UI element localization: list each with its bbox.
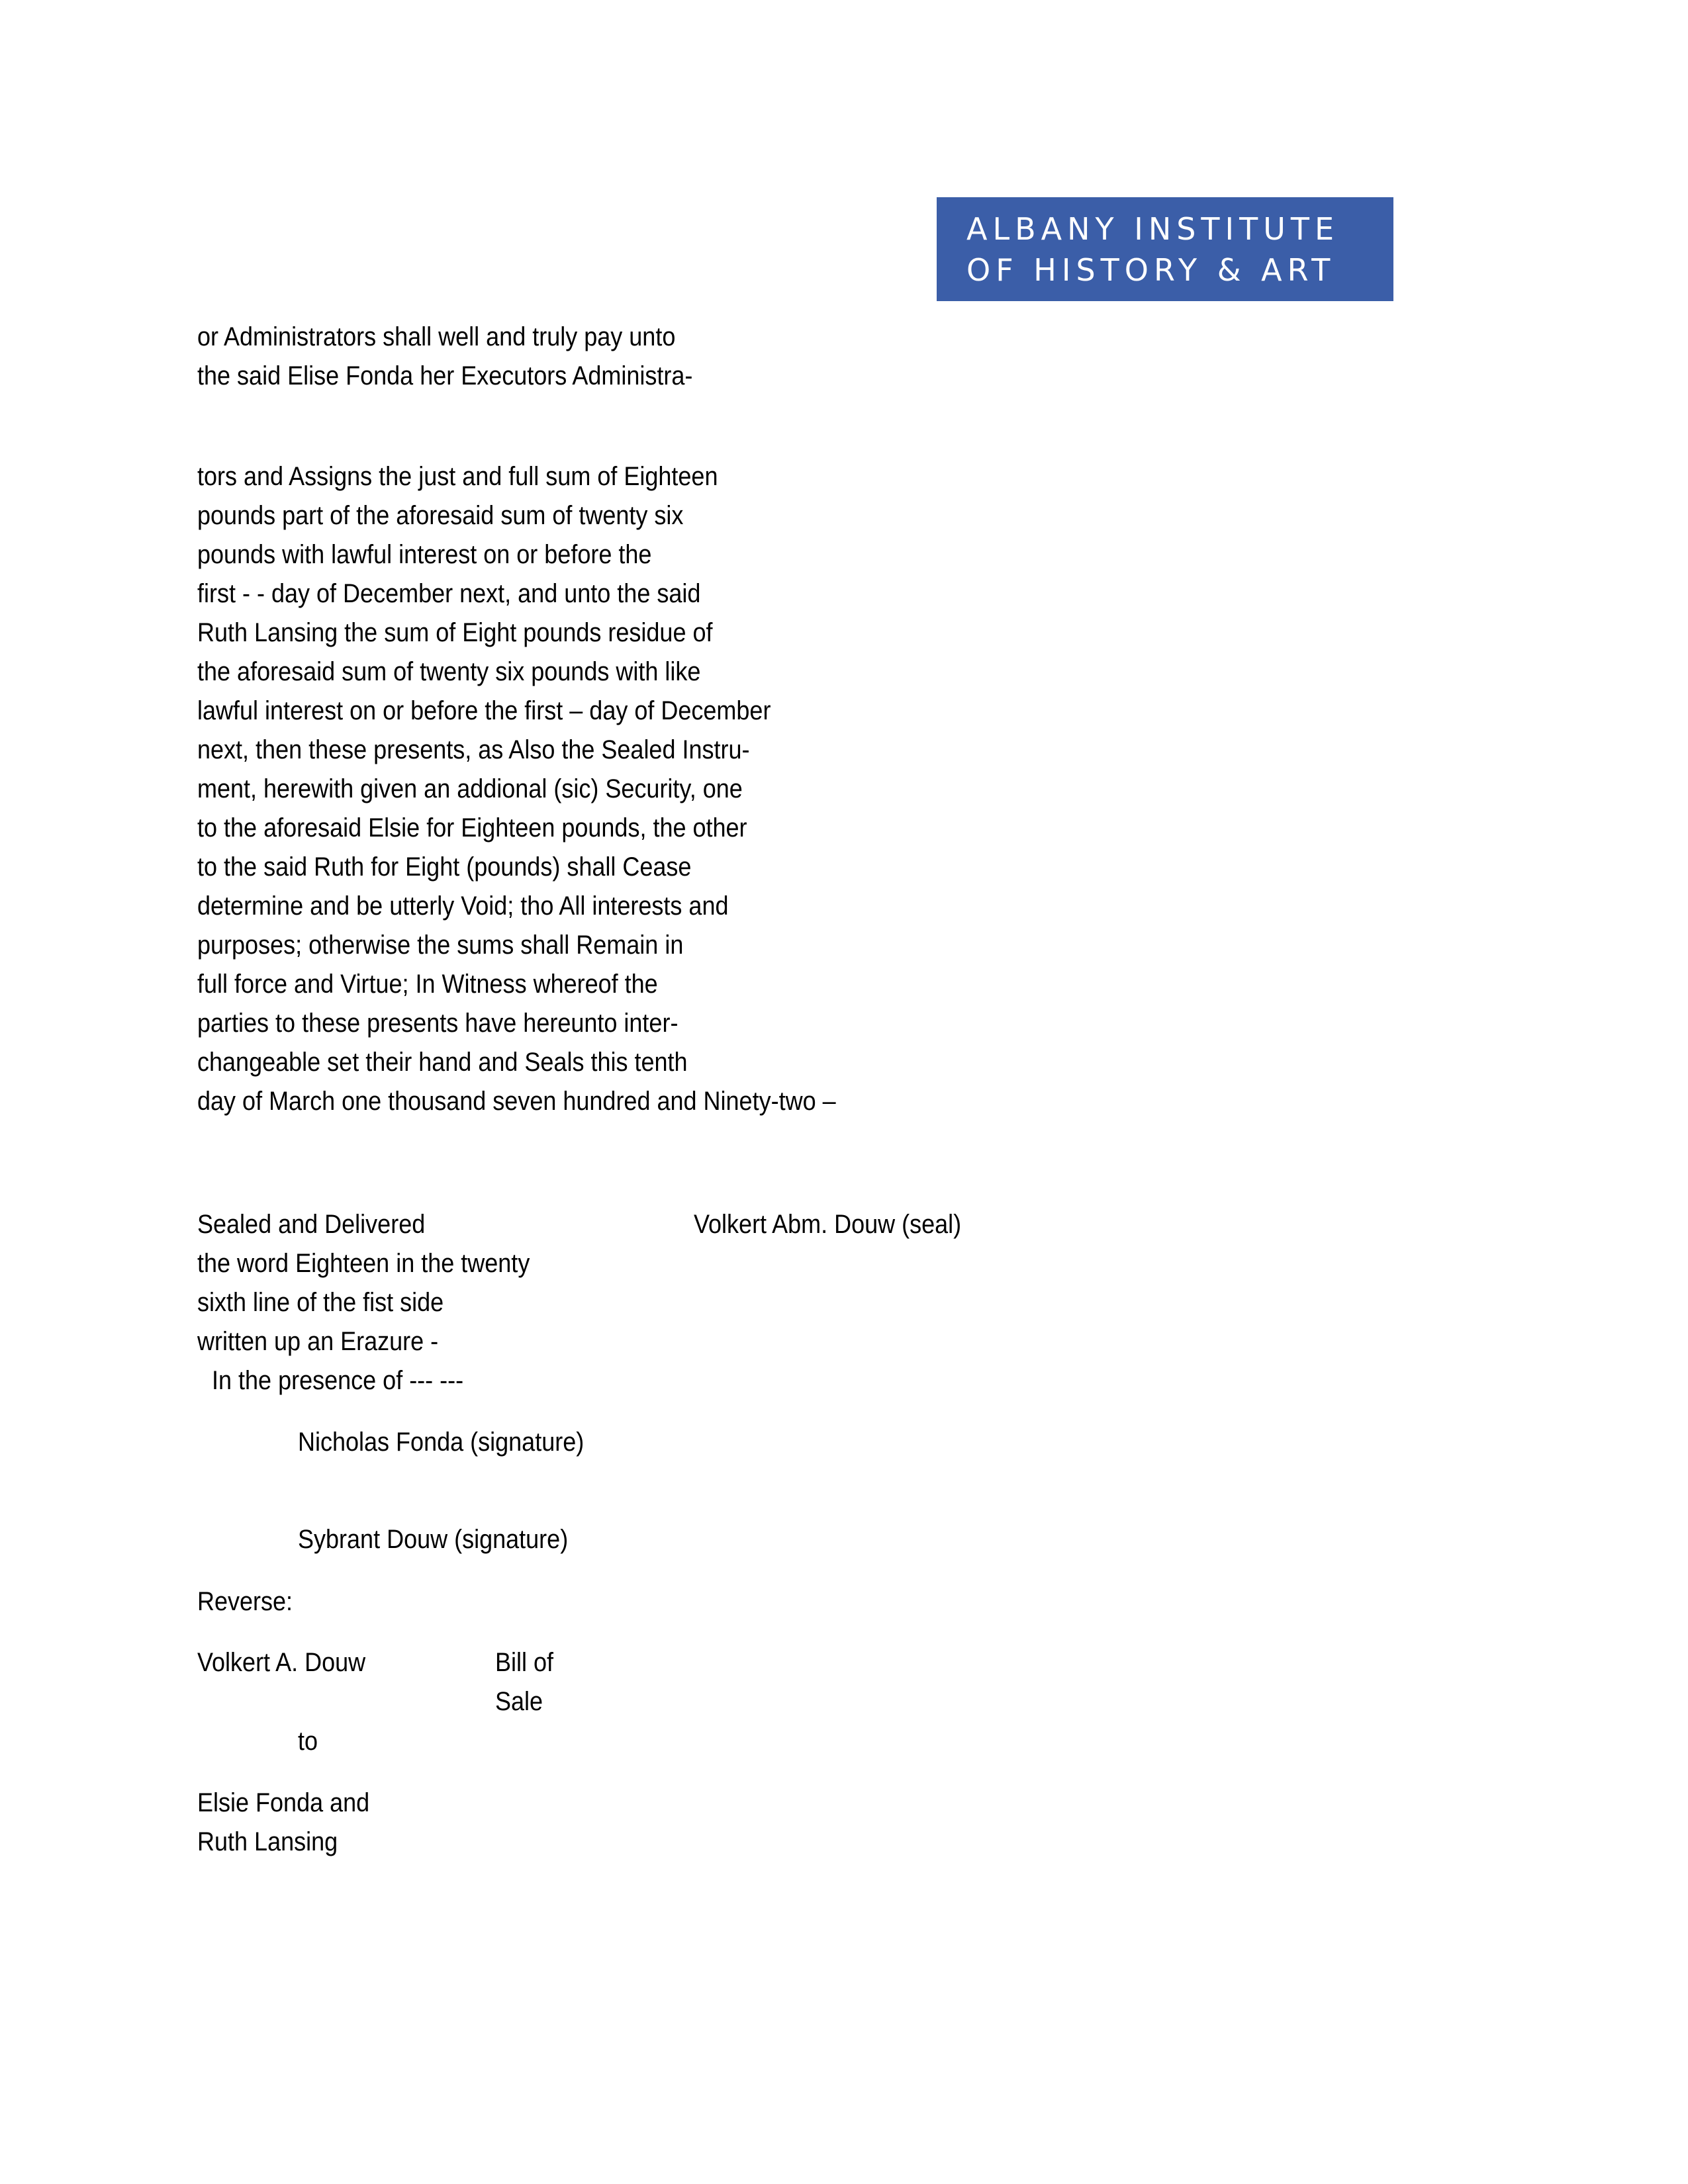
text-line: the aforesaid sum of twenty six pounds with like: [197, 657, 701, 686]
text-line: tors and Assigns the just and full sum of Eighteen: [197, 462, 718, 491]
reverse-to: to: [298, 1727, 318, 1756]
text-line: or Administrators shall well and truly pay unto: [197, 322, 676, 351]
text-line: full force and Virtue; In Witness whereof the: [197, 970, 658, 999]
text-line: purposes; otherwise the sums shall Remain in: [197, 931, 684, 960]
witness-signature: Nicholas Fonda (signature): [298, 1428, 585, 1457]
text-line: parties to these presents have hereunto inter-: [197, 1009, 679, 1038]
reverse-recipients-line: Elsie Fonda and: [197, 1788, 370, 1817]
text-line: to the said Ruth for Eight (pounds) shall Cease: [197, 852, 692, 882]
reverse-from: Volkert A. Douw: [197, 1648, 366, 1677]
reverse-recipients-line: Ruth Lansing: [197, 1827, 338, 1856]
text-line: day of March one thousand seven hundred and Ninety-two –: [197, 1087, 836, 1116]
text-line: ment, herewith given an addional (sic) Security, one: [197, 774, 743, 803]
text-line: next, then these presents, as Also the Sealed Instru-: [197, 735, 750, 764]
text-line: to the aforesaid Elsie for Eighteen pounds, the other: [197, 813, 747, 842]
text-line: pounds part of the aforesaid sum of twenty six: [197, 501, 684, 530]
text-line: determine and be utterly Void; tho All interests and: [197, 891, 729, 921]
text-line: the said Elise Fonda her Executors Administra-: [197, 361, 693, 390]
erasure-note-line: sixth line of the fist side: [197, 1288, 444, 1317]
text-line: first - - day of December next, and unto the said: [197, 579, 701, 608]
reverse-label: Reverse:: [197, 1587, 293, 1616]
text-line: pounds with lawful interest on or before the: [197, 540, 652, 569]
text-line: lawful interest on or before the first – day of December: [197, 696, 771, 725]
reverse-title-line: Bill of: [495, 1648, 554, 1677]
signer-seal: Volkert Abm. Douw (seal): [694, 1210, 962, 1239]
albany-institute-logo: [937, 197, 1393, 301]
presence-line: In the presence of --- ---: [212, 1366, 464, 1395]
reverse-title-line: Sale: [495, 1687, 543, 1716]
erasure-note-line: written up an Erazure -: [197, 1327, 439, 1356]
logo-line-2: OF HISTORY & ART: [966, 251, 1336, 288]
text-line: changeable set their hand and Seals this tenth: [197, 1048, 688, 1077]
text-line: Ruth Lansing the sum of Eight pounds residue of: [197, 618, 713, 647]
erasure-note-line: the word Eighteen in the twenty: [197, 1249, 530, 1278]
witness-signature: Sybrant Douw (signature): [298, 1525, 569, 1554]
sealed-label: Sealed and Delivered: [197, 1210, 426, 1239]
logo-line-1: ALBANY INSTITUTE: [966, 210, 1340, 247]
